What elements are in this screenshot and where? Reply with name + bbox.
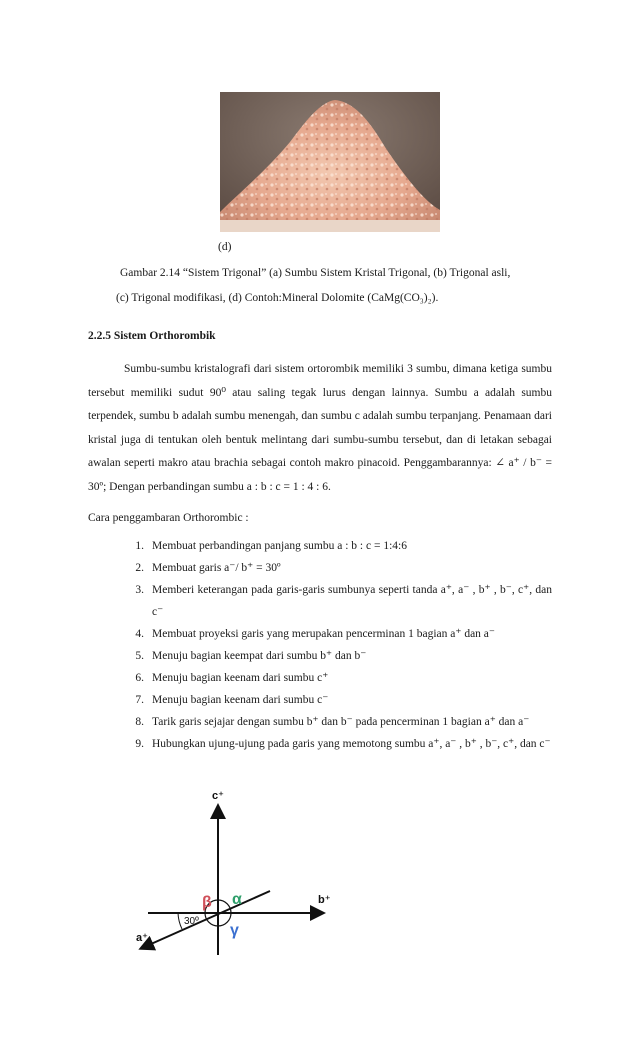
list-item: 8. Tarik garis sejajar dengan sumbu b⁺ dan b⁻ pada pencerminan 1 bagian a⁺ dan a⁻ [135,716,530,728]
list-item: 1. Membuat perbandingan panjang sumbu a : b : c = 1:4:6 [135,540,407,552]
cara-title: Cara penggambaran Orthorombic : [88,512,249,524]
c-plus-label: c⁺ [212,790,224,802]
angle-arc [178,913,182,929]
list-item: 4. Membuat proyeksi garis yang merupakan pencerminan 1 bagian a⁺ dan a⁻ [135,628,495,640]
angle-label: 30º [184,916,199,927]
section-heading: 2.2.5 Sistem Orthorombik [88,330,216,342]
a-plus-label: a⁺ [136,932,148,944]
paragraph-text: Sumbu-sumbu kristalografi dari sistem ortorombik memiliki 3 sumbu, dimana ketiga sumbu tersebut memiliki sudut 90⁰ atau saling tegak lurus dengan lainnya. Sumbu a adalah sumbu terpendek, sumbu b adalah sumbu menengah, dan sumbu c adalah sumbu terpanjang. Penamaan dari kristal juga di tentukan oleh bentuk melintang dari sumbu-sumbu tersebut, dan di letakan sebagai awalan seperti makro atau brachia sebagai contoh makro pinacoid. Penggambarannya: ∠ a⁺ / b⁻ = 30º; Dengan perbandingan sumbu a : b : c = 1 : 4 : 6. [88,363,552,493]
b-plus-label: b⁺ [318,894,331,906]
gamma-label: γ [230,922,239,939]
list-item: 9. Hubungkan ujung-ujung pada garis yang memotong sumbu a⁺, a⁻ , b⁺ , b⁻, c⁺, dan c⁻ [135,738,551,750]
figure-caption [116,261,560,311]
beta-label: β [202,894,212,911]
list-item: 7. Menuju bagian keenam dari sumbu c⁻ [135,694,329,706]
section-paragraph [88,358,552,499]
orthorhombic-axis-diagram [120,785,360,965]
caption-line-2: (c) Trigonal modifikasi, (d) Contoh:Mineral Dolomite (CaMg(CO₃)₂). [116,292,439,304]
caption-line-1: Gambar 2.14 “Sistem Trigonal” (a) Sumbu Sistem Kristal Trigonal, (b) Trigonal asli, [120,267,511,279]
alpha-label: α [232,891,242,908]
list-item: 3. Memberi keterangan pada garis-garis sumbunya seperti tanda a⁺, a⁻ , b⁺ , b⁻, c⁺, dan c⁻ [135,584,552,618]
list-item: 2. Membuat garis a⁻/ b⁺ = 30º [135,562,281,574]
list-item: 5. Menuju bagian keempat dari sumbu b⁺ dan b⁻ [135,650,367,662]
steps-list [88,535,552,755]
list-item: 6. Menuju bagian keenam dari sumbu c⁺ [135,672,329,684]
figure-label: (d) [218,241,232,253]
dolomite-photo [220,92,440,232]
